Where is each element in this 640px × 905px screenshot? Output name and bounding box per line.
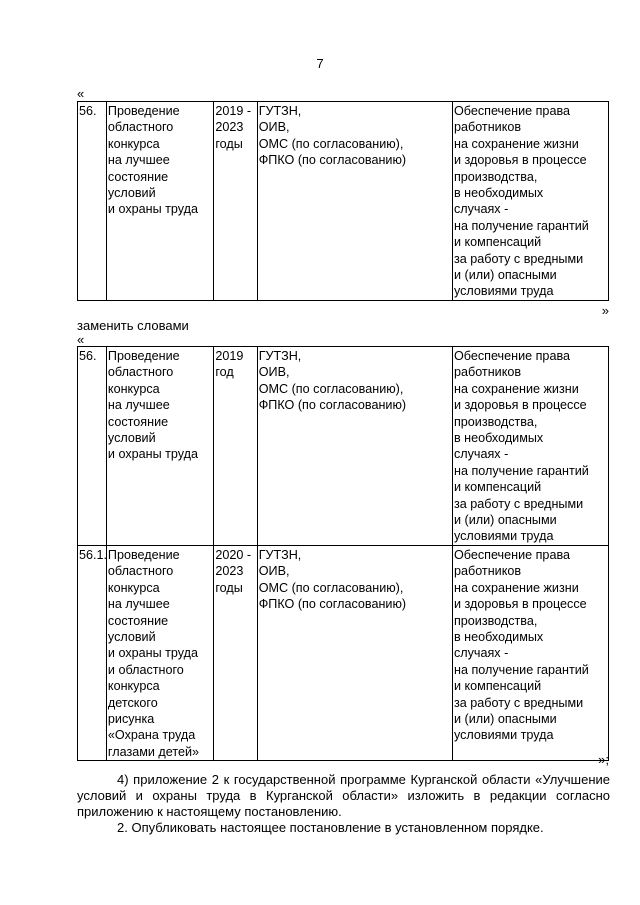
executors-cell (257, 545, 452, 760)
years-cell (214, 347, 257, 546)
cell-line: областного (107, 120, 174, 135)
cell-line: конкурса (107, 580, 160, 595)
cell-line: и компенсаций (453, 235, 542, 250)
opening-quote-1: « (77, 86, 85, 101)
executors-cell (257, 102, 452, 301)
cell-line: условиями труда (453, 284, 554, 299)
cell-line: случаях - (453, 447, 509, 462)
cell-line: и охраны труда (107, 447, 198, 462)
cell-line: ФПКО (по согласованию) (258, 398, 407, 413)
closing-quote-1: » (601, 303, 609, 318)
cell-line: в необходимых (453, 186, 544, 201)
cell-line: ОИВ, (258, 365, 290, 380)
cell-line: «Охрана труда (107, 728, 196, 743)
cell-line: работников (453, 365, 522, 380)
cell-line: работников (453, 564, 522, 579)
cell-line: ФПКО (по согласованию) (258, 597, 407, 612)
cell-line: в необходимых (453, 629, 544, 644)
years-cell (214, 102, 257, 301)
event-name-cell (106, 545, 213, 760)
result-cell (452, 347, 608, 546)
cell-line: годы (215, 136, 243, 151)
years-cell (214, 545, 257, 760)
cell-line: за работу с вредными (453, 496, 584, 511)
opening-quote-2: « (77, 332, 85, 347)
cell-line: состояние (107, 414, 169, 429)
cell-line: и (или) опасными (453, 711, 557, 726)
cell-line: на лучшее (107, 597, 170, 612)
cell-line: ОМС (по согласованию), (258, 580, 404, 595)
cell-line: условий (107, 431, 156, 446)
cell-line: производства, (453, 169, 538, 184)
cell-line: конкурса (107, 381, 160, 396)
cell-line: Проведение (107, 104, 180, 118)
cell-line: в необходимых (453, 431, 544, 446)
cell-line: ГУТЗН, (258, 104, 302, 118)
cell-line: условиями труда (453, 529, 554, 544)
cell-line: 2023 (215, 120, 244, 135)
table-after (77, 346, 609, 761)
event-name-cell (106, 102, 213, 301)
cell-line: Проведение (107, 547, 180, 562)
cell-line: производства, (453, 414, 538, 429)
cell-line: и здоровья в процессе (453, 398, 587, 413)
result-cell (452, 102, 608, 301)
cell-line: 2019 (215, 349, 244, 363)
paragraph-item-2: 2. Опубликовать настоящее постановление в установленном порядке. (117, 820, 544, 835)
closing-quote-semicolon: »; (598, 752, 609, 767)
cell-line: и охраны труда (107, 202, 198, 217)
cell-line: конкурса (107, 679, 160, 694)
table-row (78, 347, 609, 546)
cell-line: на получение гарантий (453, 218, 589, 233)
cell-line: за работу с вредными (453, 695, 584, 710)
cell-line: работников (453, 120, 522, 135)
cell-line: Обеспечение права (453, 104, 570, 118)
cell-line: ОИВ, (258, 120, 290, 135)
cell-line: ФПКО (по согласованию) (258, 153, 407, 168)
cell-line: областного (107, 564, 174, 579)
cell-line: ОМС (по согласованию), (258, 381, 404, 396)
cell-line: и компенсаций (453, 480, 542, 495)
table-row (78, 102, 609, 301)
result-cell (452, 545, 608, 760)
cell-line: и компенсаций (453, 679, 542, 694)
replace-words-label: заменить словами (77, 318, 189, 333)
cell-line: на сохранение жизни (453, 580, 579, 595)
cell-line: на получение гарантий (453, 463, 589, 478)
cell-line: условий (107, 629, 156, 644)
page-number: 7 (316, 56, 324, 71)
cell-line: условиями труда (453, 728, 554, 743)
cell-line: год (215, 365, 234, 380)
cell-line: и (или) опасными (453, 513, 557, 528)
cell-line: за работу с вредными (453, 251, 584, 266)
table-row (78, 545, 609, 760)
paragraph-item-4: 4) приложение 2 к государственной программе Курганской области «Улучшение условий и охраны труда в Курганской области» изложить в редакции согласно приложению к настоящему постановлению. (77, 772, 610, 819)
cell-line: годы (215, 580, 243, 595)
cell-line: глазами детей» (107, 744, 200, 759)
table-before (77, 101, 609, 301)
cell-line: условий (107, 186, 156, 201)
cell-line: и областного (107, 662, 184, 677)
row-number-cell: 56.1. (78, 545, 107, 760)
cell-line: на лучшее (107, 398, 170, 413)
cell-line: 2020 - (215, 547, 252, 562)
cell-line: на лучшее (107, 153, 170, 168)
cell-line: ОМС (по согласованию), (258, 136, 404, 151)
cell-line: детского (107, 695, 158, 710)
cell-line: на сохранение жизни (453, 136, 579, 151)
cell-line: областного (107, 365, 174, 380)
cell-line: рисунка (107, 711, 155, 726)
cell-line: случаях - (453, 202, 509, 217)
row-number-cell: 56. (78, 347, 107, 546)
event-name-cell (106, 347, 213, 546)
cell-line: случаях - (453, 646, 509, 661)
cell-line: 2023 (215, 564, 244, 579)
cell-line: Обеспечение права (453, 349, 570, 363)
cell-line: Обеспечение права (453, 547, 570, 562)
cell-line: производства, (453, 613, 538, 628)
cell-line: конкурса (107, 136, 160, 151)
row-number-cell: 56. (78, 102, 107, 301)
cell-line: ОИВ, (258, 564, 290, 579)
cell-line: ГУТЗН, (258, 349, 302, 363)
cell-line: ГУТЗН, (258, 547, 302, 562)
cell-line: и (или) опасными (453, 268, 557, 283)
cell-line: на получение гарантий (453, 662, 589, 677)
cell-line: на сохранение жизни (453, 381, 579, 396)
cell-line: и здоровья в процессе (453, 597, 587, 612)
executors-cell (257, 347, 452, 546)
cell-line: 2019 - (215, 104, 252, 118)
cell-line: Проведение (107, 349, 180, 363)
cell-line: и здоровья в процессе (453, 153, 587, 168)
cell-line: состояние (107, 613, 169, 628)
cell-line: и охраны труда (107, 646, 198, 661)
cell-line: состояние (107, 169, 169, 184)
